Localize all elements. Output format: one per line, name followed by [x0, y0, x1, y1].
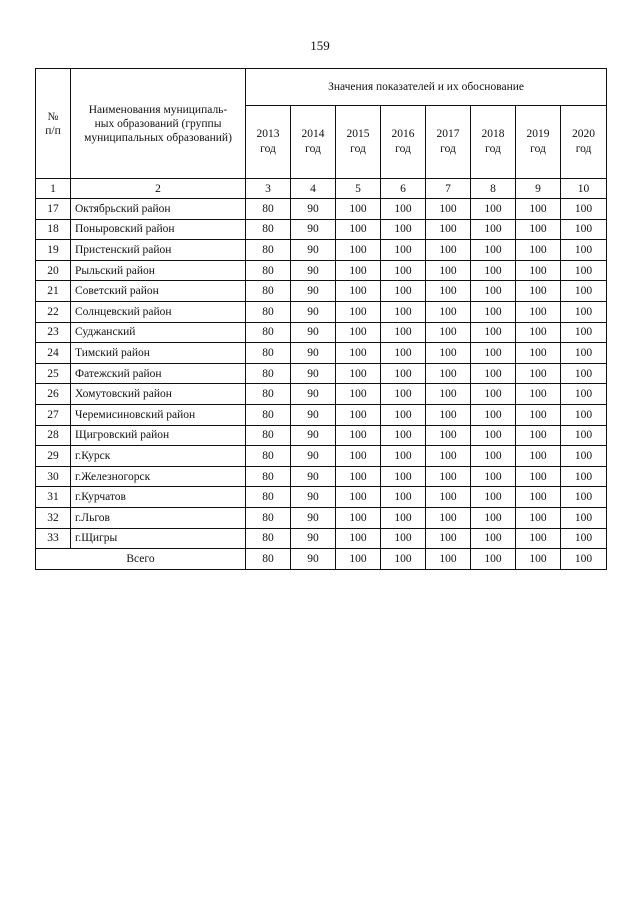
- municipality-name: Суджанский: [71, 322, 246, 343]
- indicator-value: 100: [516, 301, 561, 322]
- indicator-value: 100: [381, 343, 426, 364]
- column-index: 4: [291, 179, 336, 199]
- column-index: 2: [71, 179, 246, 199]
- indicator-value: 80: [246, 322, 291, 343]
- header-year-3: 2015 год: [336, 106, 381, 179]
- indicator-value: 100: [381, 384, 426, 405]
- table-row: [36, 219, 607, 240]
- indicator-value: 100: [426, 343, 471, 364]
- indicator-value: 100: [516, 219, 561, 240]
- row-number: 17: [36, 199, 71, 220]
- municipality-name: г.Курск: [71, 446, 246, 467]
- indicator-value: 90: [291, 301, 336, 322]
- indicator-value: 100: [381, 466, 426, 487]
- indicator-value: 100: [336, 466, 381, 487]
- indicator-value: 100: [471, 425, 516, 446]
- header-year-8: 2020 год: [561, 106, 607, 179]
- municipality-name: Поныровский район: [71, 219, 246, 240]
- indicator-value: 90: [291, 343, 336, 364]
- total-value: 100: [471, 549, 516, 570]
- row-number: 33: [36, 528, 71, 549]
- indicator-value: 100: [471, 466, 516, 487]
- indicator-value: 80: [246, 384, 291, 405]
- header-name: Наименования муниципаль- ных образований (группы муниципальных образований): [71, 69, 246, 179]
- row-number: 29: [36, 446, 71, 467]
- municipality-name: Солнцевский район: [71, 301, 246, 322]
- indicator-value: 100: [471, 528, 516, 549]
- indicator-value: 90: [291, 404, 336, 425]
- table-row: [36, 384, 607, 405]
- indicator-value: 100: [381, 425, 426, 446]
- indicator-value: 100: [471, 404, 516, 425]
- indicator-value: 80: [246, 425, 291, 446]
- indicator-value: 100: [471, 322, 516, 343]
- indicator-value: 100: [426, 507, 471, 528]
- total-row: [36, 549, 607, 570]
- indicator-value: 100: [336, 425, 381, 446]
- row-number: 18: [36, 219, 71, 240]
- header-year-6: 2018 год: [471, 106, 516, 179]
- indicator-value: 90: [291, 240, 336, 261]
- indicator-value: 100: [561, 199, 607, 220]
- row-number: 19: [36, 240, 71, 261]
- municipality-name: Черемисиновский район: [71, 404, 246, 425]
- indicator-value: 100: [561, 301, 607, 322]
- indicator-value: 100: [336, 363, 381, 384]
- indicator-value: 100: [516, 466, 561, 487]
- indicator-value: 80: [246, 404, 291, 425]
- indicator-value: 100: [426, 240, 471, 261]
- indicator-value: 100: [561, 487, 607, 508]
- page-number: 159: [310, 38, 330, 53]
- municipality-name: Тимский район: [71, 343, 246, 364]
- indicator-value: 100: [471, 343, 516, 364]
- indicator-value: 90: [291, 446, 336, 467]
- indicator-value: 100: [561, 281, 607, 302]
- indicator-value: 100: [471, 219, 516, 240]
- indicator-value: 100: [381, 199, 426, 220]
- indicator-value: 100: [516, 425, 561, 446]
- indicator-value: 90: [291, 322, 336, 343]
- table-row: [36, 343, 607, 364]
- header-group: Значения показателей и их обоснование: [246, 69, 607, 106]
- indicator-value: 100: [336, 528, 381, 549]
- indicator-value: 100: [381, 487, 426, 508]
- indicator-value: 100: [336, 487, 381, 508]
- indicator-value: 100: [381, 404, 426, 425]
- indicator-value: 100: [336, 384, 381, 405]
- indicator-value: 100: [336, 404, 381, 425]
- table-row: [36, 425, 607, 446]
- row-number: 24: [36, 343, 71, 364]
- table-row: [36, 363, 607, 384]
- table-row: [36, 528, 607, 549]
- total-value: 90: [291, 549, 336, 570]
- indicator-value: 100: [426, 363, 471, 384]
- indicator-value: 80: [246, 363, 291, 384]
- indicator-value: 100: [426, 301, 471, 322]
- indicator-value: 100: [426, 384, 471, 405]
- indicator-value: 100: [381, 507, 426, 528]
- indicator-value: 100: [516, 199, 561, 220]
- row-number: 23: [36, 322, 71, 343]
- indicator-value: 100: [336, 260, 381, 281]
- total-value: 100: [516, 549, 561, 570]
- row-number: 30: [36, 466, 71, 487]
- indicator-value: 100: [471, 384, 516, 405]
- indicator-value: 90: [291, 487, 336, 508]
- indicator-value: 90: [291, 507, 336, 528]
- indicator-value: 100: [561, 507, 607, 528]
- indicator-value: 100: [561, 528, 607, 549]
- indicator-value: 100: [426, 446, 471, 467]
- row-number: 26: [36, 384, 71, 405]
- indicators-table: [35, 68, 607, 570]
- indicator-value: 100: [561, 363, 607, 384]
- indicator-value: 100: [516, 343, 561, 364]
- table-row: [36, 404, 607, 425]
- total-value: 80: [246, 549, 291, 570]
- indicator-value: 100: [336, 199, 381, 220]
- indicator-value: 100: [471, 487, 516, 508]
- row-number: 22: [36, 301, 71, 322]
- indicator-value: 100: [561, 384, 607, 405]
- indicator-value: 100: [516, 507, 561, 528]
- municipality-name: г.Льгов: [71, 507, 246, 528]
- indicator-value: 90: [291, 219, 336, 240]
- indicator-value: 80: [246, 528, 291, 549]
- indicator-value: 100: [561, 404, 607, 425]
- indicator-value: 100: [471, 281, 516, 302]
- total-value: 100: [561, 549, 607, 570]
- municipality-name: Пристенский район: [71, 240, 246, 261]
- indicator-value: 100: [471, 240, 516, 261]
- column-index: 9: [516, 179, 561, 199]
- total-label: Всего: [36, 549, 246, 570]
- indicator-value: 90: [291, 384, 336, 405]
- indicator-value: 100: [381, 528, 426, 549]
- municipality-name: Октябрьский район: [71, 199, 246, 220]
- indicator-value: 90: [291, 199, 336, 220]
- indicator-value: 80: [246, 343, 291, 364]
- indicator-value: 100: [426, 404, 471, 425]
- indicator-value: 100: [561, 322, 607, 343]
- indicator-value: 80: [246, 466, 291, 487]
- indicator-value: 100: [516, 322, 561, 343]
- indicator-value: 100: [561, 240, 607, 261]
- header-year-4: 2016 год: [381, 106, 426, 179]
- municipality-name: г.Железногорск: [71, 466, 246, 487]
- indicator-value: 100: [381, 322, 426, 343]
- column-index: 1: [36, 179, 71, 199]
- indicator-value: 100: [336, 343, 381, 364]
- indicator-value: 100: [426, 466, 471, 487]
- column-index-row: [36, 179, 607, 199]
- indicator-value: 80: [246, 199, 291, 220]
- indicator-value: 100: [561, 219, 607, 240]
- indicator-value: 100: [561, 446, 607, 467]
- column-index: 5: [336, 179, 381, 199]
- indicator-value: 100: [336, 219, 381, 240]
- table-row: [36, 466, 607, 487]
- table-row: [36, 260, 607, 281]
- indicator-value: 100: [381, 240, 426, 261]
- table-row: [36, 281, 607, 302]
- indicator-value: 90: [291, 363, 336, 384]
- row-number: 32: [36, 507, 71, 528]
- indicator-value: 100: [516, 281, 561, 302]
- total-value: 100: [381, 549, 426, 570]
- indicator-value: 80: [246, 240, 291, 261]
- municipality-name: Фатежский район: [71, 363, 246, 384]
- header-num: № п/п: [36, 69, 71, 179]
- indicator-value: 100: [426, 199, 471, 220]
- table-row: [36, 487, 607, 508]
- indicator-value: 100: [381, 281, 426, 302]
- indicator-value: 100: [381, 363, 426, 384]
- indicator-value: 100: [471, 446, 516, 467]
- column-index: 6: [381, 179, 426, 199]
- indicator-value: 100: [561, 260, 607, 281]
- header-year-1: 2013 год: [246, 106, 291, 179]
- indicator-value: 100: [516, 384, 561, 405]
- indicator-value: 100: [516, 363, 561, 384]
- row-number: 21: [36, 281, 71, 302]
- indicator-value: 90: [291, 281, 336, 302]
- indicator-value: 100: [516, 240, 561, 261]
- municipality-name: г.Курчатов: [71, 487, 246, 508]
- header-year-2: 2014 год: [291, 106, 336, 179]
- indicator-value: 100: [561, 466, 607, 487]
- table-row: [36, 322, 607, 343]
- indicator-value: 100: [516, 260, 561, 281]
- indicator-value: 100: [336, 322, 381, 343]
- indicator-value: 90: [291, 260, 336, 281]
- column-index: 7: [426, 179, 471, 199]
- total-value: 100: [336, 549, 381, 570]
- row-number: 31: [36, 487, 71, 508]
- municipality-name: г.Щигры: [71, 528, 246, 549]
- row-number: 27: [36, 404, 71, 425]
- indicator-value: 100: [426, 322, 471, 343]
- column-index: 10: [561, 179, 607, 199]
- indicator-value: 100: [336, 507, 381, 528]
- table-row: [36, 446, 607, 467]
- municipality-name: Советский район: [71, 281, 246, 302]
- table-row: [36, 240, 607, 261]
- table-row: [36, 301, 607, 322]
- municipality-name: Рыльский район: [71, 260, 246, 281]
- indicator-value: 100: [516, 487, 561, 508]
- indicator-value: 100: [336, 281, 381, 302]
- indicator-value: 100: [561, 425, 607, 446]
- indicator-value: 80: [246, 219, 291, 240]
- row-number: 25: [36, 363, 71, 384]
- municipality-name: Хомутовский район: [71, 384, 246, 405]
- indicator-value: 100: [471, 199, 516, 220]
- indicator-value: 100: [381, 260, 426, 281]
- header-year-7: 2019 год: [516, 106, 561, 179]
- indicator-value: 90: [291, 425, 336, 446]
- indicator-value: 80: [246, 446, 291, 467]
- indicator-value: 80: [246, 260, 291, 281]
- indicator-value: 100: [336, 301, 381, 322]
- row-number: 20: [36, 260, 71, 281]
- indicator-value: 100: [426, 219, 471, 240]
- indicator-value: 100: [471, 363, 516, 384]
- indicator-value: 100: [516, 446, 561, 467]
- indicator-value: 100: [426, 528, 471, 549]
- indicator-value: 100: [471, 507, 516, 528]
- row-number: 28: [36, 425, 71, 446]
- indicator-value: 80: [246, 301, 291, 322]
- indicator-value: 100: [426, 281, 471, 302]
- indicator-value: 80: [246, 487, 291, 508]
- indicator-value: 100: [336, 240, 381, 261]
- indicator-value: 80: [246, 281, 291, 302]
- indicator-value: 80: [246, 507, 291, 528]
- indicator-value: 100: [381, 446, 426, 467]
- column-index: 8: [471, 179, 516, 199]
- indicator-value: 100: [516, 528, 561, 549]
- indicator-value: 100: [561, 343, 607, 364]
- table-row: [36, 199, 607, 220]
- municipality-name: Щигровский район: [71, 425, 246, 446]
- indicator-value: 100: [381, 219, 426, 240]
- column-index: 3: [246, 179, 291, 199]
- indicator-value: 100: [516, 404, 561, 425]
- indicator-value: 100: [426, 260, 471, 281]
- indicator-value: 100: [426, 487, 471, 508]
- indicator-value: 100: [471, 301, 516, 322]
- total-value: 100: [426, 549, 471, 570]
- indicator-value: 100: [336, 446, 381, 467]
- indicator-value: 90: [291, 466, 336, 487]
- indicator-value: 100: [426, 425, 471, 446]
- indicator-value: 100: [471, 260, 516, 281]
- table-row: [36, 507, 607, 528]
- header-year-5: 2017 год: [426, 106, 471, 179]
- indicator-value: 90: [291, 528, 336, 549]
- indicator-value: 100: [381, 301, 426, 322]
